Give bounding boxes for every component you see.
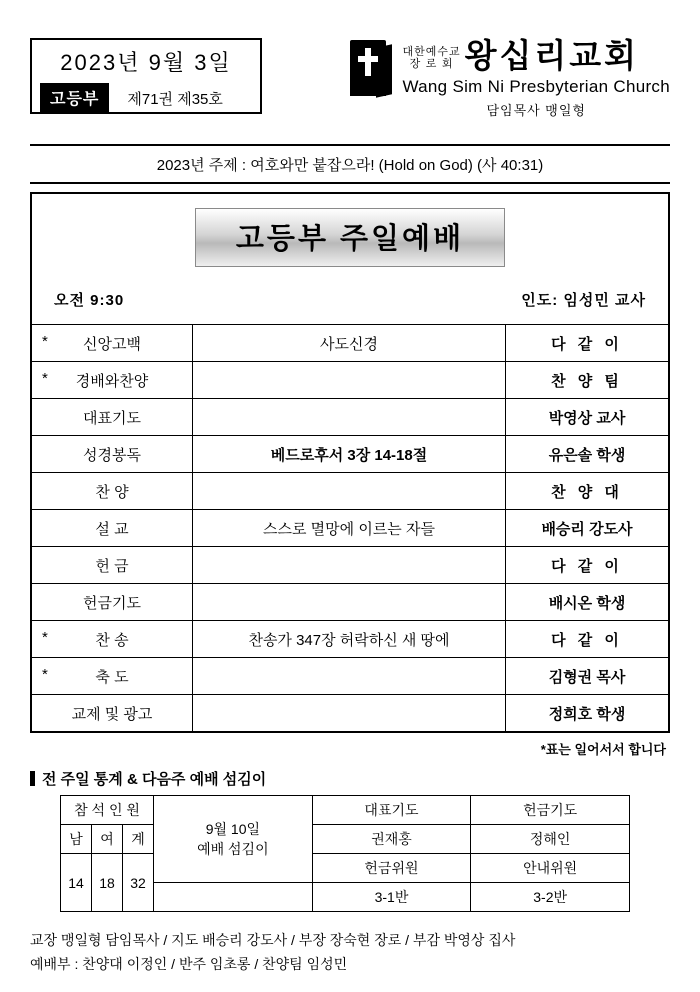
- star-mark: *: [42, 628, 48, 646]
- staff-line-1: 교장 맹일형 담임목사 / 지도 배승리 강도사 / 부장 장숙현 장로 / 부감 박영상 집사: [30, 932, 516, 948]
- stats-heading: [30, 768, 670, 789]
- role-value-4: 3-2반: [471, 883, 630, 912]
- theme-divider-bottom: [30, 182, 670, 184]
- order-detail: [193, 399, 506, 436]
- order-item: * 축 도: [32, 658, 193, 695]
- service-order-box: [30, 192, 670, 733]
- order-who: 배승리 강도사: [506, 510, 669, 547]
- bulletin-header: [30, 38, 670, 138]
- date-box: [30, 38, 262, 114]
- attendance-header-total: 계: [123, 825, 154, 854]
- pastor-name: 담임목사 맹일형: [486, 103, 586, 118]
- order-item: 교제 및 광고: [32, 695, 193, 732]
- next-week-label: 예배 섬김이: [197, 841, 269, 857]
- service-leader: 인도: 임성민 교사: [521, 292, 646, 309]
- table-row: [32, 510, 668, 547]
- table-row: [61, 825, 630, 854]
- order-detail: 스스로 멸망에 이르는 자들: [193, 510, 506, 547]
- order-who: 박영상 교사: [506, 399, 669, 436]
- table-row: [61, 854, 630, 883]
- stats-table: [60, 795, 630, 912]
- role-label-3: 헌금위원: [312, 854, 471, 883]
- next-week-date: 9월 10일: [205, 821, 260, 837]
- attendance-value-female: 18: [92, 854, 123, 912]
- table-row: [61, 796, 630, 825]
- table-row: [32, 436, 668, 473]
- attendance-value-total: 32: [123, 854, 154, 912]
- role-label-2: 헌금기도: [471, 796, 630, 825]
- order-who: 정희호 학생: [506, 695, 669, 732]
- order-item: * 신앙고백: [32, 325, 193, 362]
- order-detail: [193, 658, 506, 695]
- next-week-empty: [154, 883, 313, 912]
- church-name-kr: 왕십리교회: [464, 36, 639, 75]
- standing-note: *표는 일어서서 합니다: [540, 742, 666, 757]
- order-item: 찬 양: [32, 473, 193, 510]
- staff-footer: [30, 928, 670, 976]
- order-item: * 찬 송: [32, 621, 193, 658]
- table-row: [32, 695, 668, 732]
- section-bar-icon: [30, 771, 35, 786]
- grade-badge: 고등부: [40, 83, 109, 113]
- table-row: [32, 473, 668, 510]
- order-detail: [193, 584, 506, 621]
- star-mark: *: [42, 332, 48, 350]
- church-names: [402, 38, 670, 119]
- order-item: 대표기도: [32, 399, 193, 436]
- church-name-en: Wang Sim Ni Presbyterian Church: [402, 77, 670, 96]
- order-who: 찬 양 팀: [506, 362, 669, 399]
- order-who: 김형권 목사: [506, 658, 669, 695]
- next-week-cell: [154, 796, 313, 883]
- order-detail: [193, 695, 506, 732]
- order-item: * 경배와찬양: [32, 362, 193, 399]
- volume-number: 제71권 제35호: [127, 90, 223, 108]
- church-identity: [350, 38, 670, 119]
- attendance-header-female: 여: [92, 825, 123, 854]
- service-title-band: [32, 194, 668, 277]
- attendance-title: 참 석 인 원: [61, 796, 154, 825]
- order-detail: 찬송가 347장 허락하신 새 땅에: [193, 621, 506, 658]
- cross-door-icon: [350, 40, 396, 96]
- order-who: 다 같 이: [506, 325, 669, 362]
- staff-line-2: 예배부 : 찬양대 이정인 / 반주 임초롱 / 찬양팀 임성민: [30, 956, 348, 972]
- order-who: 찬 양 대: [506, 473, 669, 510]
- date-subrow: [40, 83, 252, 113]
- table-row: [32, 325, 668, 362]
- order-item: 설 교: [32, 510, 193, 547]
- year-theme: 2023년 주제 : 여호와만 붙잡으라! (Hold on God) (사 40:31): [156, 157, 544, 174]
- order-item: 성경봉독: [32, 436, 193, 473]
- table-row: [32, 621, 668, 658]
- role-value-2: 정해인: [471, 825, 630, 854]
- order-item: 헌금기도: [32, 584, 193, 621]
- table-row: [32, 547, 668, 584]
- role-label-4: 안내위원: [471, 854, 630, 883]
- role-label-1: 대표기도: [312, 796, 471, 825]
- service-order-table: [32, 324, 668, 731]
- attendance-header-male: 남: [61, 825, 92, 854]
- bulletin-date: 2023년 9월 3일: [60, 50, 232, 75]
- attendance-value-male: 14: [61, 854, 92, 912]
- table-row: [32, 658, 668, 695]
- order-detail: [193, 362, 506, 399]
- table-row: [32, 399, 668, 436]
- order-detail: [193, 547, 506, 584]
- star-mark: *: [42, 369, 48, 387]
- stats-heading-label: 전 주일 통계 & 다음주 예배 섬김이: [42, 771, 267, 788]
- service-time: 오전 9:30: [54, 292, 125, 309]
- star-mark: *: [42, 665, 48, 683]
- order-who: 유은솔 학생: [506, 436, 669, 473]
- order-who: 다 같 이: [506, 621, 669, 658]
- order-detail: [193, 473, 506, 510]
- order-detail: 베드로후서 3장 14-18절: [193, 436, 506, 473]
- order-item: 헌 금: [32, 547, 193, 584]
- table-row: [32, 362, 668, 399]
- order-who: 다 같 이: [506, 547, 669, 584]
- table-row: [32, 584, 668, 621]
- order-detail: 사도신경: [193, 325, 506, 362]
- role-value-3: 3-1반: [312, 883, 471, 912]
- order-who: 배시온 학생: [506, 584, 669, 621]
- role-value-1: 권재홍: [312, 825, 471, 854]
- denomination-text: 대한예수교 장 로 회: [402, 45, 461, 70]
- service-time-row: [32, 277, 668, 324]
- service-title: 고등부 주일예배: [195, 208, 505, 267]
